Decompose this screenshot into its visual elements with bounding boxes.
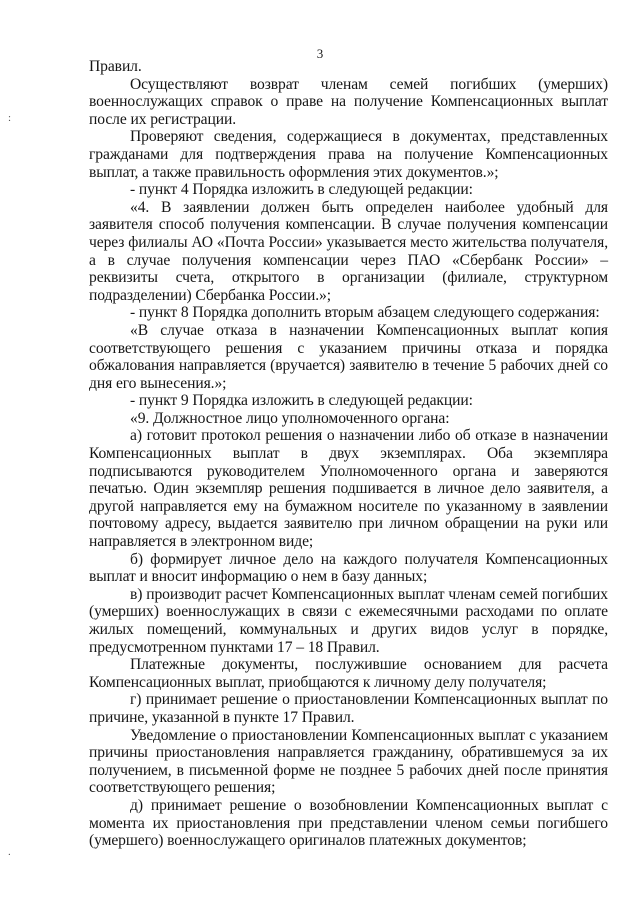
text-paragraph: а) готовит протокол решения о назначении либо об отказе в назначении Компенсационных выплат в двух экземплярах. Оба экземпляра подписываются руководителем Уполномоченного органа и заверяются печатью. Один экземпляр решения подшивается в личное дело заявителя, а другой направляется ему на бумажном носителе по указанному в заявлении почтовому адресу, выдается заявителю при личном обращении на руки или направляется в электронном виде; xyxy=(89,427,608,551)
text-paragraph: Платежные документы, послужившие основанием для расчета Компенсационных выплат, приобщаются к личному делу получателя; xyxy=(89,656,608,691)
text-paragraph: Правил. xyxy=(89,58,142,75)
text-paragraph: «В случае отказа в назначении Компенсационных выплат копия соответствующего решения с указанием причины отказа и порядка обжалования направляется (вручается) заявителю в течение 5 рабочих дней со дня его вынесения.»; xyxy=(89,321,608,392)
text-paragraph: б) формирует личное дело на каждого получателя Компенсационных выплат и вносит информацию о нем в базу данных; xyxy=(89,550,608,586)
text-paragraph: «9. Должностное лицо уполномоченного органа: xyxy=(130,409,450,427)
text-paragraph: Уведомление о приостановлении Компенсационных выплат с указанием причины приостановления направляется гражданину, обратившемуся за их получением, в письменной форме не позднее 5 рабочих дней после принятия соответствующего решения; xyxy=(89,726,608,797)
text-paragraph: г) принимает решение о приостановлении Компенсационных выплат по причине, указанной в пункте 17 Правил. xyxy=(89,691,608,726)
document-body xyxy=(89,58,608,850)
text-paragraph: д) принимает решение о возобновлении Компенсационных выплат с момента их приостановления при представлении членом семьи погибшего (умершего) военнослужащего оригиналов платежных документов; xyxy=(89,796,608,850)
text-paragraph: Проверяют сведения, содержащиеся в документах, представленных гражданами для подтверждения права на получение Компенсационных выплат, а также правильность оформления этих документов.»; xyxy=(89,128,608,181)
text-paragraph: - пункт 9 Порядка изложить в следующей редакции: xyxy=(130,392,473,410)
margin-mark: : xyxy=(8,112,12,124)
page-number: 3 xyxy=(316,46,324,61)
text-paragraph: Осуществляют возврат членам семей погибших (умерших) военнослужащих справок о праве на получение Компенсационных выплат после их регистрации. xyxy=(89,75,608,128)
text-paragraph: - пункт 8 Порядка дополнить вторым абзацем следующего содержания: xyxy=(130,304,600,322)
text-paragraph: - пункт 4 Порядка изложить в следующей редакции: xyxy=(130,181,473,199)
text-paragraph: «4. В заявлении должен быть определен наиболее удобный для заявителя способ получения компенсации. В случае получения компенсации через филиалы АО «Почта России» указывается место жительства получателя, а в случае получения компенсации через ПАО «Сбербанк России» – реквизиты счета, открытого в организации (филиале, структурном подразделении) Сбербанка России.»; xyxy=(89,198,608,304)
text-paragraph: в) производит расчет Компенсационных выплат членам семей погибших (умерших) военнослужащих в связи с ежемесячными расходами по оплате жилых помещений, коммунальных и других видов услуг в порядке, предусмотренном пунктами 17 – 18 Правил. xyxy=(89,585,608,656)
margin-mark: . xyxy=(8,846,11,858)
